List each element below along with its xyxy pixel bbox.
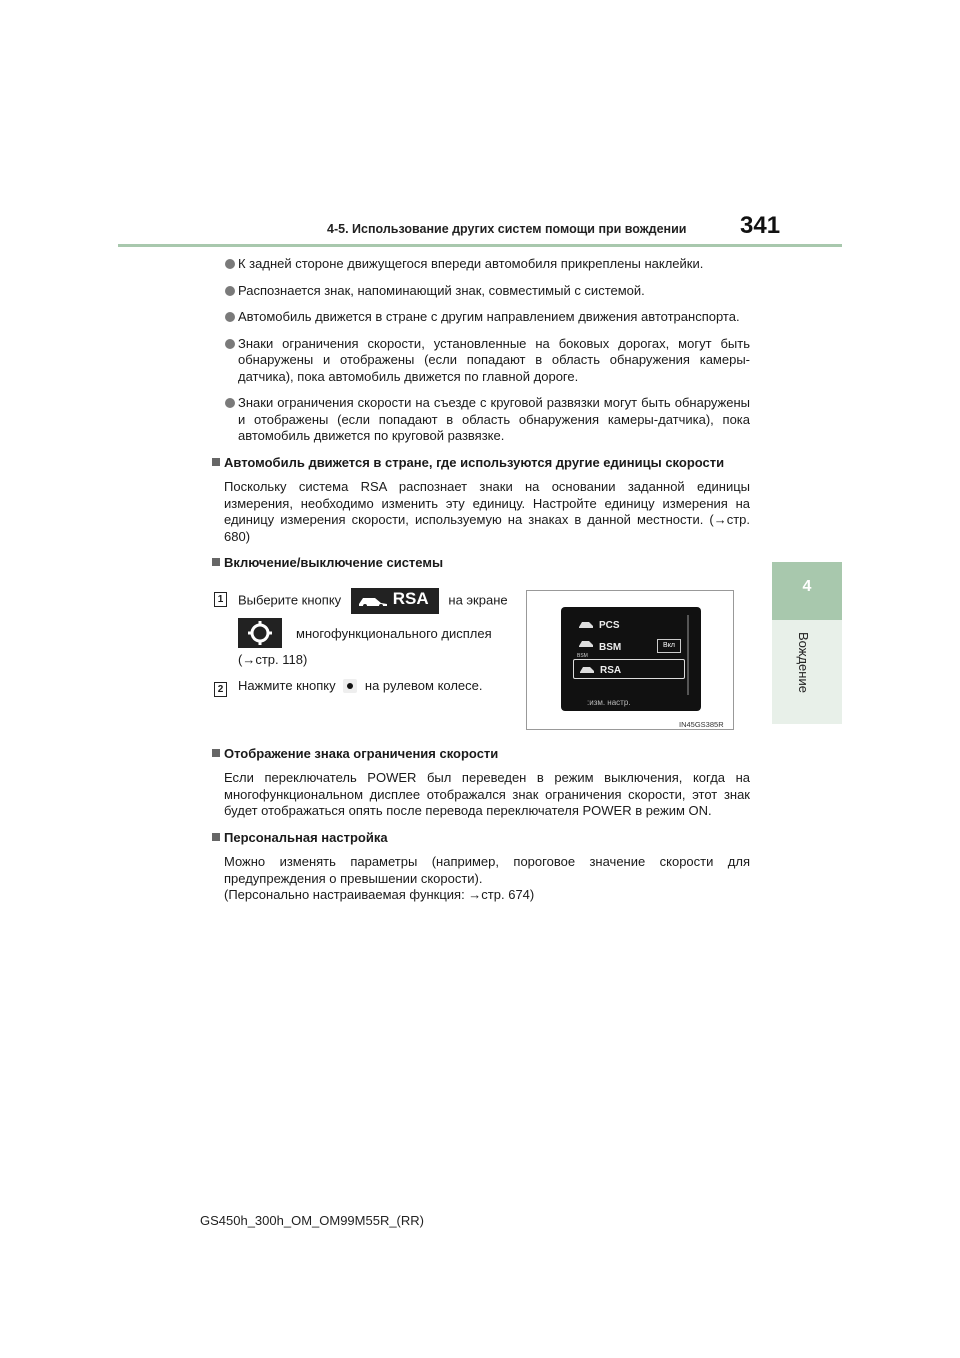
bullet-item xyxy=(210,395,750,445)
step-1-line-3: (→стр. 118) xyxy=(238,651,308,667)
header-rule xyxy=(118,244,842,247)
rsa-button-icon xyxy=(351,588,439,614)
gear-button-icon xyxy=(238,618,282,648)
rsa-icon xyxy=(578,663,596,675)
bsm-toggle: Вкл xyxy=(657,639,681,653)
bullet-icon xyxy=(225,398,235,408)
section-heading-display: Отображение знака ограничения скорости xyxy=(210,746,750,763)
section-text-personal: Можно изменять параметры (например, пороговое значение скорости для предупреждения о превышении скорости). xyxy=(224,854,750,886)
header-title: 4-5. Использование других систем помощи при вождении xyxy=(327,222,687,236)
section-heading-toggle: Включение/выключение системы xyxy=(210,555,750,572)
chapter-label: Вождение xyxy=(796,632,811,693)
square-bullet-icon xyxy=(212,558,220,566)
bullet-text: Автомобиль движется в стране с другим направлением движения автотранспорта. xyxy=(238,309,740,324)
bullet-text: Знаки ограничения скорости, установленные на боковых дорогах, могут быть обнаружены и отображены (если попадают в область обнаружения камеры-датчика), пока автомобиль движется по главной дороге. xyxy=(238,335,750,384)
multi-info-display xyxy=(561,607,701,711)
section-heading-personal: Персональная настройка xyxy=(210,830,750,847)
car-sign-icon xyxy=(357,594,389,608)
section-text-display: Если переключатель POWER был переведен в режим выключения, когда на многофункциональном дисплее отображался знак ограничения скорости, этот знак будет отображаться опять после перевода переключателя POWER в режим ON. xyxy=(224,770,750,818)
bullet-icon xyxy=(225,286,235,296)
square-bullet-icon xyxy=(212,458,220,466)
pcs-icon xyxy=(577,618,595,630)
bullet-item xyxy=(210,283,750,300)
steering-switch-icon xyxy=(343,679,357,693)
bullet-item xyxy=(210,336,750,386)
step-1-line-1: Выберите кнопку RSA на экране xyxy=(238,588,508,614)
scrollbar xyxy=(687,615,689,695)
menu-row-pcs: PCS xyxy=(573,615,683,633)
bullet-item xyxy=(210,256,750,273)
menu-row-rsa: RSA xyxy=(573,659,685,679)
step-number-1: 1 xyxy=(214,592,227,607)
steps-block xyxy=(210,580,750,740)
square-bullet-icon xyxy=(212,833,220,841)
display-illustration xyxy=(526,590,734,730)
menu-row-bsm: BSM BSM Вкл xyxy=(573,637,683,655)
bsm-icon xyxy=(577,638,595,648)
section-text-personal-ref: (Персонально настраиваемая функция: →стр. 674) xyxy=(224,887,535,902)
content xyxy=(210,256,750,914)
step-number-2: 2 xyxy=(214,682,227,697)
bullet-icon xyxy=(225,259,235,269)
image-code: IN45GS385R xyxy=(679,719,724,729)
bullet-icon xyxy=(225,312,235,322)
bullet-text: К задней стороне движущегося впереди автомобиля прикреплены наклейки. xyxy=(238,256,704,271)
page-number: 341 xyxy=(740,212,781,239)
step-1-line-2: многофункционального дисплея xyxy=(296,625,492,641)
step-2-line: Нажмите кнопку на рулевом колесе. xyxy=(238,677,483,693)
section-text-units: Поскольку система RSA распознает знаки на основании заданной единицы измерения, необходимо изменить эту единицу. Настройте единицу измерения на единицу измерения скорости, используемую на знаках в данной местности. (→стр. 680) xyxy=(224,479,750,544)
footer-doc-code: GS450h_300h_OM_OM99M55R_(RR) xyxy=(200,1213,424,1228)
bullet-item xyxy=(210,309,750,326)
bullet-text: Знаки ограничения скорости на съезде с круговой развязки могут быть обнаружены и отображены (если попадают в область обнаружения камеры-датчика), пока автомобиль движется по круговой развязке. xyxy=(238,395,750,443)
section-heading-units: Автомобиль движется в стране, где используются другие единицы скорости xyxy=(210,455,750,472)
bullet-icon xyxy=(225,339,235,349)
chapter-tab xyxy=(772,562,842,620)
screen-hint: :изм. настр. xyxy=(587,697,631,707)
rsa-label: RSA xyxy=(392,588,429,608)
bullet-text: Распознается знак, напоминающий знак, совместимый с системой. xyxy=(238,282,645,298)
square-bullet-icon xyxy=(212,749,220,757)
chapter-number: 4 xyxy=(802,578,812,595)
bsm-icon-caption: BSM xyxy=(577,652,588,659)
